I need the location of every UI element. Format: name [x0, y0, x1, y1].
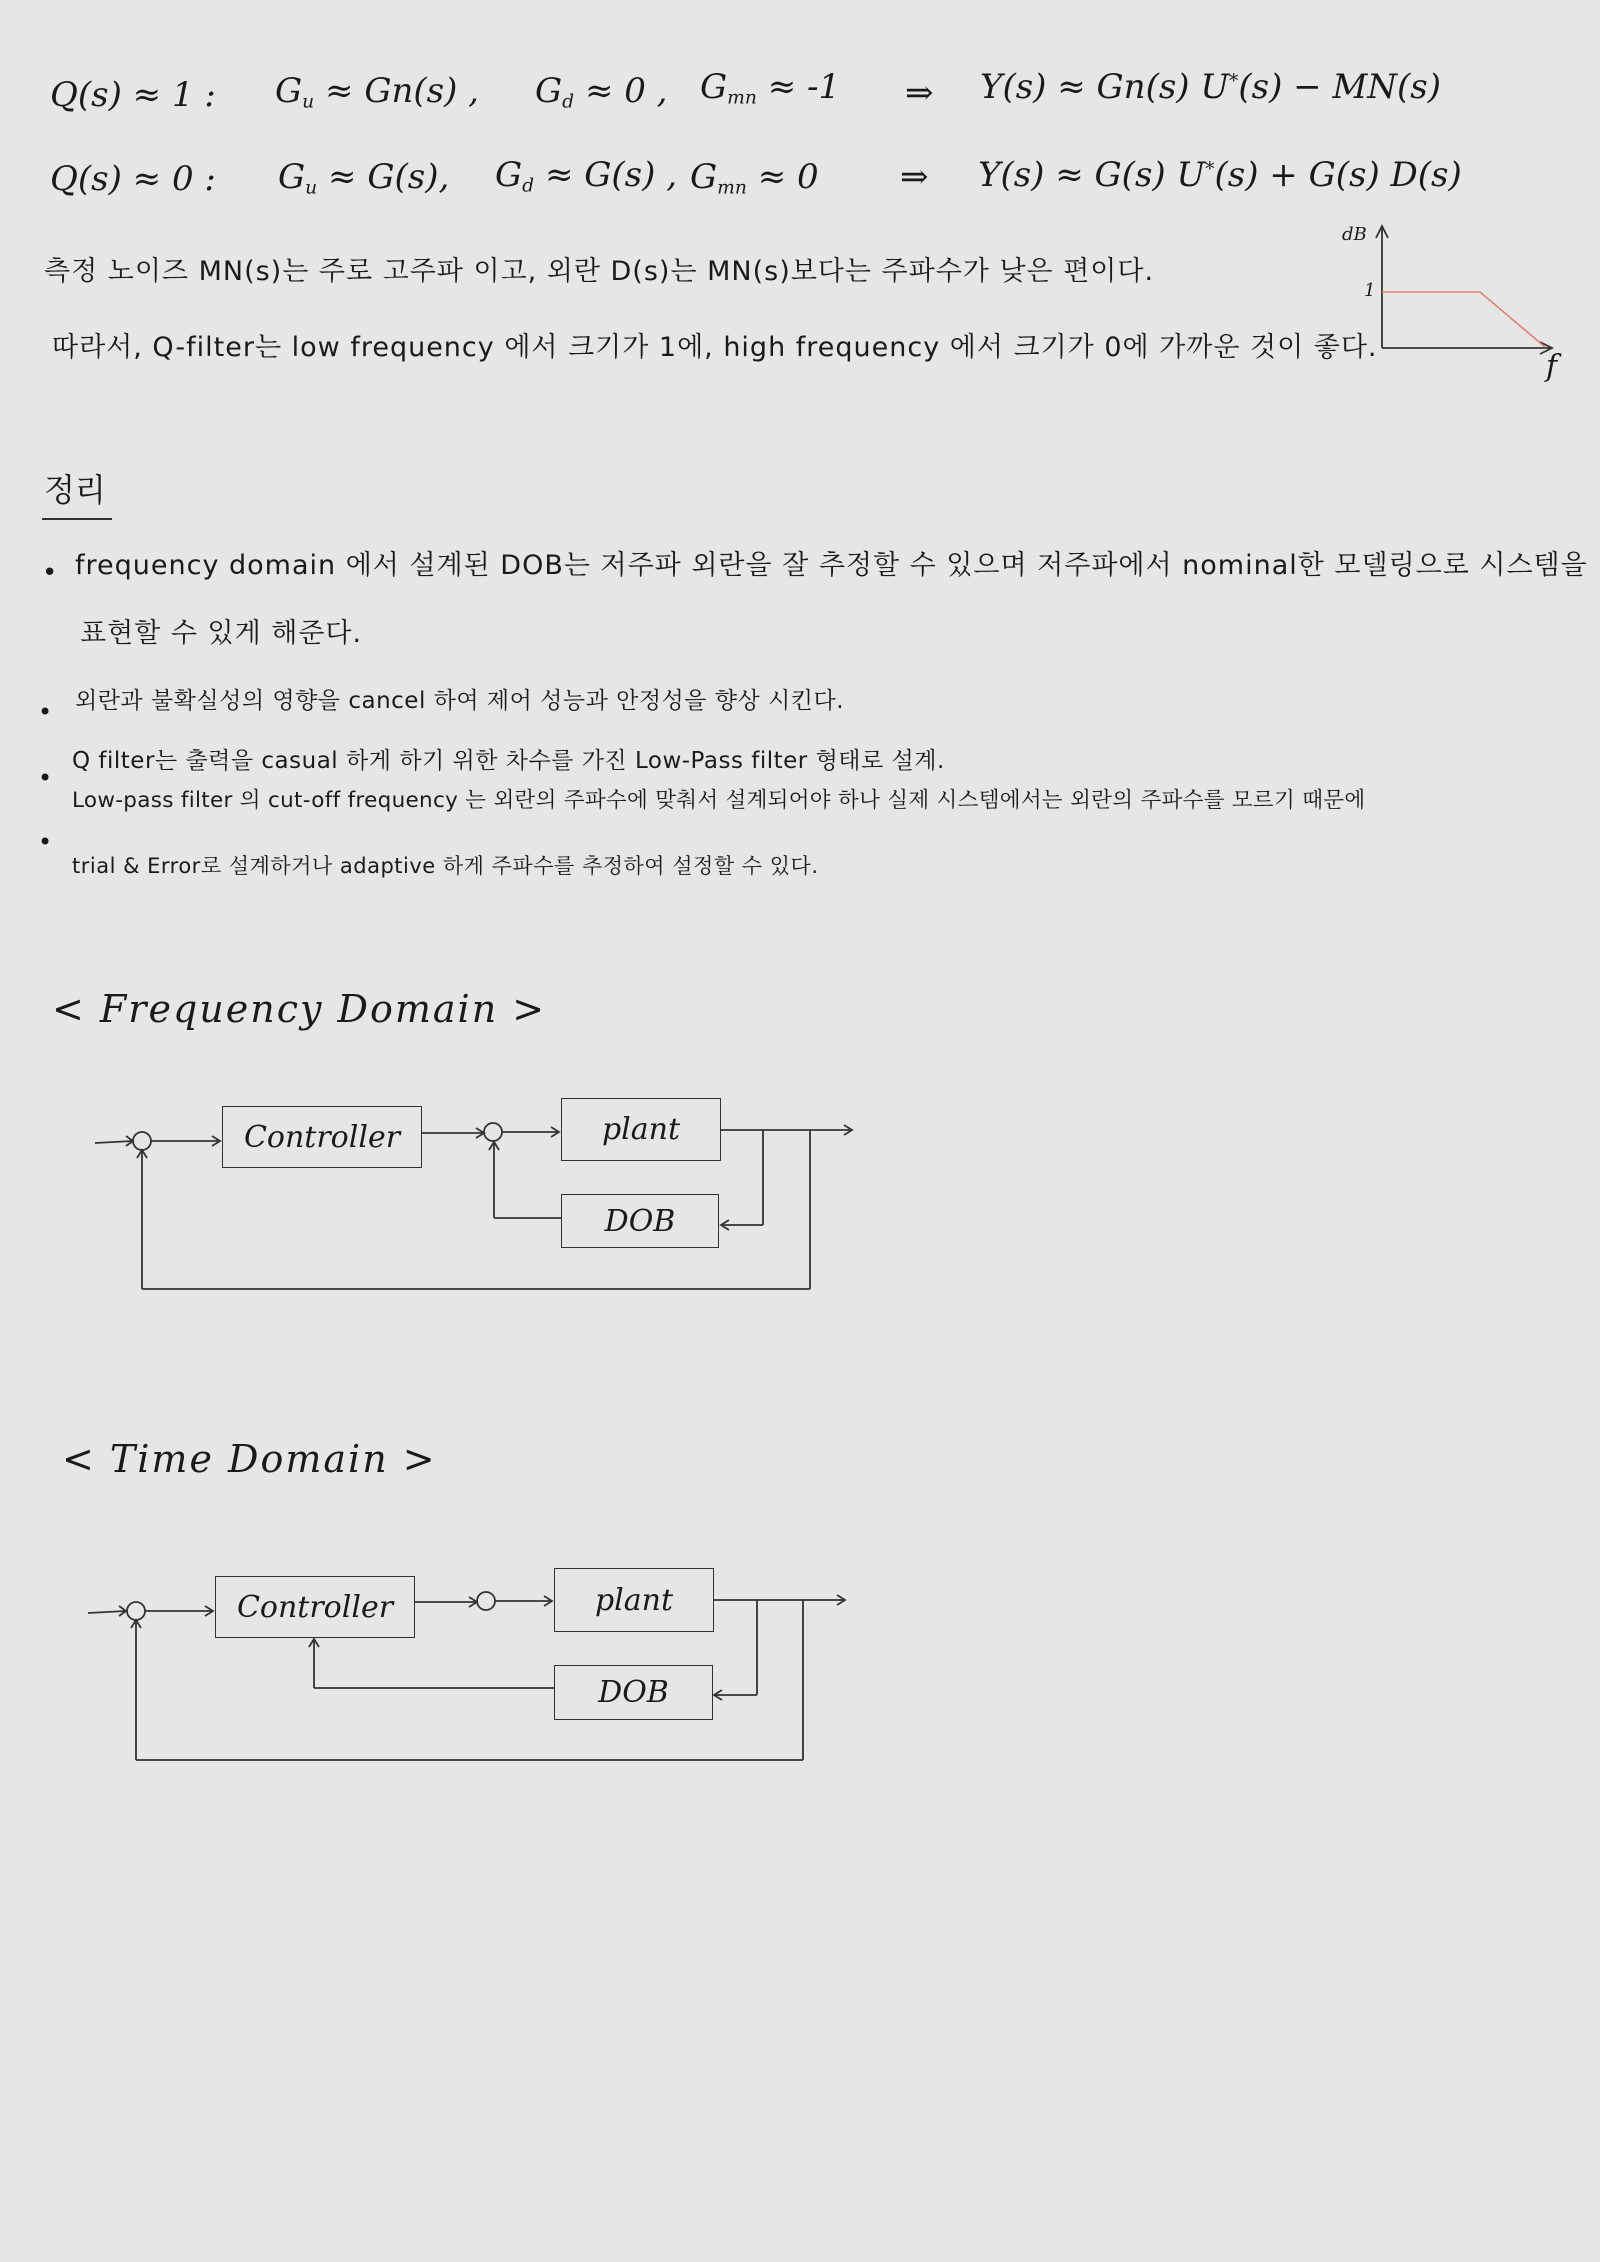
mini-plot-ytick: 1	[1364, 280, 1376, 301]
summary-bullet-1-line-2: 표현할 수 있게 해준다.	[80, 618, 363, 649]
bullet-dot: •	[42, 558, 58, 588]
time-controller-block	[215, 1576, 415, 1638]
bullet-dot: •	[38, 698, 53, 726]
eq2-arrow: ⇒	[900, 157, 929, 197]
summary-heading: 정리	[44, 471, 106, 509]
eq1-gmn: $G_{mn} \approx -1$	[700, 67, 841, 109]
eq2-condition: Q(s) ≈ 0 :	[50, 159, 216, 199]
summary-bullet-4-line-1: Low-pass filter 의 cut-off frequency 는 외란의 주파수에 맞춰서 설계되어야 하나 실제 시스템에서는 외란의 주파수를 모르기 때문에	[72, 788, 1366, 813]
note-line-1: 측정 노이즈 MN(s)는 주로 고주파 이고, 외란 D(s)는 MN(s)보다는 주파수가 낮은 편이다.	[44, 256, 1155, 287]
time-domain-heading: < Time Domain >	[62, 1437, 437, 1481]
freq-plant-block	[561, 1098, 721, 1161]
summary-bullet-2: 외란과 불확실성의 영향을 cancel 하여 제어 성능과 안정성을 향상 시킨다.	[75, 688, 844, 714]
summary-bullet-4-line-2: trial & Error로 설계하거나 adaptive 하게 주파수를 추정하여 설정할 수 있다.	[72, 854, 819, 878]
eq2-gd: $G_d \approx G(s)$ ,	[495, 155, 677, 197]
eq1-gd: $G_d \approx 0$ ,	[535, 71, 668, 113]
note-line-2: 따라서, Q-filter는 low frequency 에서 크기가 1에, high frequency 에서 크기가 0에 가까운 것이 좋다.	[52, 332, 1378, 363]
freq-dob-block	[561, 1194, 719, 1248]
mini-plot-ylabel: dB	[1342, 224, 1367, 245]
frequency-domain-heading: < Frequency Domain >	[52, 987, 547, 1031]
time-dob-label: DOB	[598, 1675, 669, 1710]
time-dob-block	[554, 1665, 713, 1720]
eq1-arrow: ⇒	[905, 73, 934, 113]
time-plant-label: plant	[594, 1582, 674, 1618]
summary-bullet-3: Q filter는 출력을 casual 하게 하기 위한 차수를 가진 Low-Pass filter 형태로 설계.	[72, 748, 945, 774]
bullet-dot: •	[38, 828, 53, 856]
eq1-gu: $G_u \approx Gn(s)$ ,	[275, 71, 479, 113]
mini-plot-xlabel: f	[1546, 349, 1558, 384]
freq-controller-block	[222, 1106, 422, 1168]
eq2-gu: $G_u \approx G(s)$,	[278, 157, 450, 199]
eq2-gmn: $G_{mn} \approx 0$	[690, 157, 819, 199]
freq-plant-label: plant	[601, 1112, 681, 1147]
freq-controller-label: Controller	[243, 1119, 401, 1155]
eq1-condition: Q(s) ≈ 1 :	[50, 75, 216, 115]
time-plant-block	[554, 1568, 714, 1632]
freq-dob-label: DOB	[604, 1203, 676, 1239]
summary-bullet-1-line-1: frequency domain 에서 설계된 DOB는 저주파 외란을 잘 추정할 수 있으며 저주파에서 nominal한 모델링으로 시스템을	[75, 550, 1588, 581]
eq1-result: Y(s) ≈ Gn(s) U*(s) − MN(s)	[980, 67, 1441, 107]
eq2-result: Y(s) ≈ G(s) U*(s) + G(s) D(s)	[978, 155, 1462, 195]
summary-heading-underline	[42, 518, 112, 520]
bullet-dot: •	[38, 764, 53, 792]
time-controller-label: Controller	[236, 1589, 394, 1625]
